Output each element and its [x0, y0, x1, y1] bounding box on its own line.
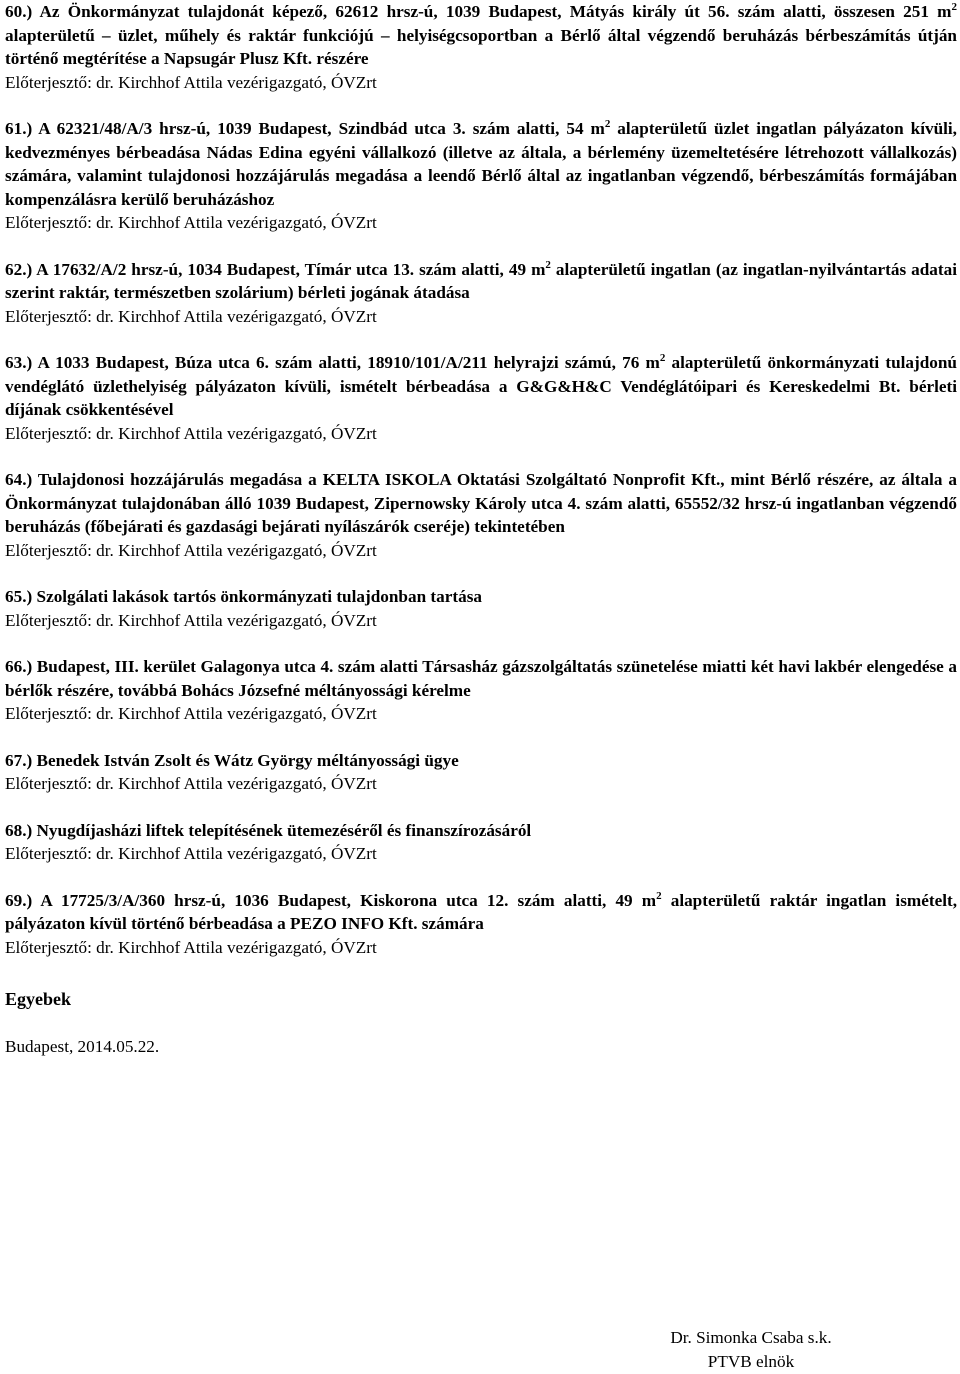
signatory-role: PTVB elnök: [707, 1351, 795, 1371]
agenda-item-title: 69.) A 17725/3/A/360 hrsz-ú, 1036 Budapest, Kiskorona utca 12. szám alatti, 49 $m^2$ alapterületű raktár ingatlan ismételt, pályázaton kívül történő bérbeadása a PEZO INFO Kft. számára: [5, 889, 957, 933]
agenda-item-69: [5, 889, 957, 960]
agenda-item-title: 64.) Tulajdonosi hozzájárulás megadása a KELTA ISKOLA Oktatási Szolgáltató Nonprofit Kft., mint Bérlő részére, az általa a Önkormányzat tulajdonában álló 1039 Budapest, Zipernowsky Károly utca 4. szám alatti, 65552/32 hrsz-ú ingatlanban végzendő beruházás (főbejárati és gazdasági bejárati nyílászárók cseréje) tekintetében: [5, 470, 957, 536]
agenda-item-60: [5, 0, 957, 94]
agenda-item-68: [5, 819, 957, 866]
agenda-item-presenter: Előterjesztő: dr. Kirchhof Attila vezérigazgató, ÓVZrt: [5, 704, 377, 723]
agenda-item-title: 62.) A 17632/A/2 hrsz-ú, 1034 Budapest, Tímár utca 13. szám alatti, 49 $m^2$ alapterületű ingatlan (az ingatlan-nyilvántartás adatai szerint raktár, természetben szolárium) bérleti jogának átadása: [5, 258, 957, 302]
agenda-item-title: 65.) Szolgálati lakások tartós önkormányzati tulajdonban tartása: [5, 587, 482, 606]
agenda-item-title: 66.) Budapest, III. kerület Galagonya utca 4. szám alatti Társasház gázszolgáltatás szünetelése miatti két havi lakbér elengedése a bérlők részére, továbbá Bohács Józsefné méltányossági kérelme: [5, 657, 957, 700]
document-page: [5, 0, 957, 1059]
agenda-item-67: [5, 749, 957, 796]
agenda-item-presenter: Előterjesztő: dr. Kirchhof Attila vezérigazgató, ÓVZrt: [5, 72, 377, 92]
agenda-item-presenter: Előterjesztő: dr. Kirchhof Attila vezérigazgató, ÓVZrt: [5, 540, 377, 560]
agenda-item-62: [5, 258, 957, 329]
agenda-item-presenter: Előterjesztő: dr. Kirchhof Attila vezérigazgató, ÓVZrt: [5, 213, 377, 232]
agenda-item-presenter: Előterjesztő: dr. Kirchhof Attila vezérigazgató, ÓVZrt: [5, 306, 377, 326]
signature-block: [646, 1326, 856, 1373]
agenda-item-61: [5, 117, 957, 235]
agenda-item-title: 61.) A 62321/48/A/3 hrsz-ú, 1039 Budapest, Szindbád utca 3. szám alatti, 54 $m^2$ alapterületű üzlet ingatlan pályázaton kívüli, kedvezményes bérbeadása Nádas Edina egyéni vállalkozó (illetve az általa, a bérlemény üzemeltetésére létrehozott vállalkozás) számára, valamint tulajdonosi hozzájárulás megadása a leendő Bérlő által az ingatlanban végzendő, bérbeszámítás formájában kompenzálásra kerülő beruházáshoz: [5, 118, 957, 209]
agenda-item-title: 63.) A 1033 Budapest, Búza utca 6. szám alatti, 18910/101/A/211 helyrajzi számú, 76 $m^2$ alapterületű önkormányzati tulajdonú vendéglátó üzlethelyiség pályázaton kívüli, ismételt bérbeadása a G&G&H&C Vendéglátóipari és Kereskedelmi Bt. bérleti díjának csökkentésével: [5, 352, 957, 419]
agenda-item-65: [5, 585, 957, 632]
agenda-item-title: 60.) Az Önkormányzat tulajdonát képező, 62612 hrsz-ú, 1039 Budapest, Mátyás király út 56. szám alatti, összesen 251 $m^2$ alapterületű – üzlet, műhely és raktár funkciójú – helyiségcsoportban a Bérlő által végzendő beruházás bérbeszámítás útján történő megtérítése a Napsugár Plusz Kft. részére: [5, 1, 957, 68]
agenda-item-66: [5, 655, 957, 726]
agenda-item-presenter: Előterjesztő: dr. Kirchhof Attila vezérigazgató, ÓVZrt: [5, 423, 377, 443]
agenda-item-64: [5, 468, 957, 562]
agenda-item-presenter: Előterjesztő: dr. Kirchhof Attila vezérigazgató, ÓVZrt: [5, 844, 377, 863]
agenda-item-title: 68.) Nyugdíjasházi liftek telepítésének ütemezéséről és finanszírozásáról: [5, 820, 532, 840]
agenda-item-presenter: Előterjesztő: dr. Kirchhof Attila vezérigazgató, ÓVZrt: [5, 774, 377, 793]
agenda-item-presenter: Előterjesztő: dr. Kirchhof Attila vezérigazgató, ÓVZrt: [5, 610, 377, 630]
agenda-item-63: [5, 351, 957, 445]
agenda-item-title: 67.) Benedek István Zsolt és Wátz György méltányossági ügye: [5, 750, 459, 770]
signatory-name: Dr. Simonka Csaba s.k.: [670, 1328, 832, 1347]
agenda-item-presenter: Előterjesztő: dr. Kirchhof Attila vezérigazgató, ÓVZrt: [5, 937, 377, 957]
section-heading-other: Egyebek: [5, 989, 72, 1009]
document-date: Budapest, 2014.05.22.: [5, 1037, 160, 1056]
